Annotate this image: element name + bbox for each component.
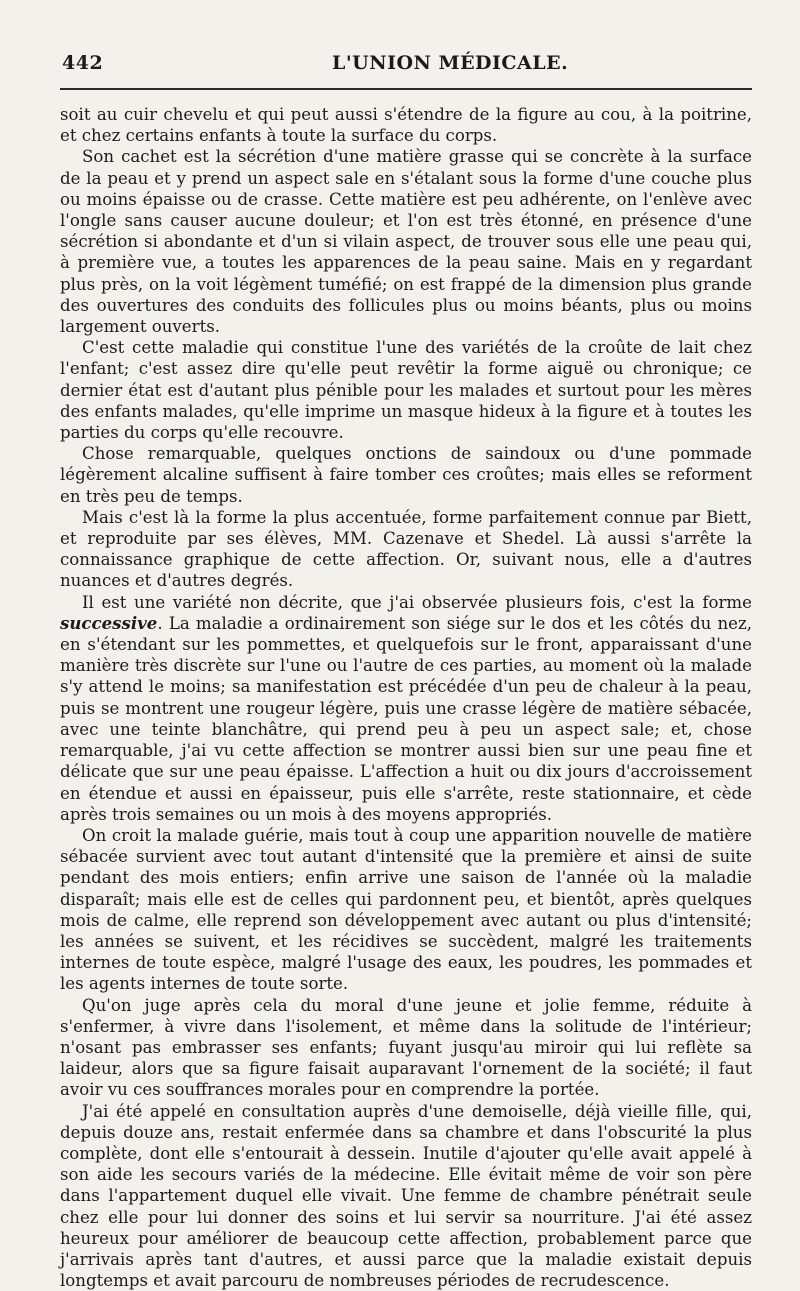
header-rule bbox=[60, 88, 752, 90]
emphasis-term: successive bbox=[60, 612, 158, 633]
article-body bbox=[60, 104, 752, 1291]
paragraph bbox=[60, 592, 752, 825]
paragraph: On croit la malade guérie, mais tout à coup une apparition nouvelle de matière sébacée survient avec tout autant d'intensité que la première et ainsi de suite pendant des mois entiers; enfin arrive une saison de l'année où la maladie disparaît; mais elle est de celles qui pardonnent peu, et bientôt, après quelques mois de calme, elle reprend son développement avec autant ou plus d'intensité; les années se suivent, et les récidives se succèdent, malgré les traitements internes de toute espèce, malgré l'usage des eaux, les poudres, les pommades et les agents internes de toute sorte. bbox=[60, 825, 752, 994]
paragraph: Chose remarquable, quelques onctions de saindoux ou d'une pommade légèrement alcaline suffisent à faire tomber ces croûtes; mais elles se reforment en très peu de temps. bbox=[60, 444, 752, 506]
paragraph: Son cachet est la sécrétion d'une matière grasse qui se concrète à la surface de la peau et y prend un aspect sale en s'étalant sous la forme d'une couche plus ou moins épaisse ou de crasse. Cette matière est peu adhérente, on l'enlève avec l'ongle sans causer aucune douleur; et l'on est très étonné, en présence d'une sécrétion si abondante et d'un si vilain aspect, de trouver sous elle une peau qui, à première vue, a toutes les apparences de la peau saine. Mais en y regardant plus près, on la voit légèment tuméfié; on est frappé de la dimension plus grande des ouvertures des conduits des follicules plus ou moins béants, plus ou moins largement ouverts. bbox=[60, 147, 752, 337]
paragraph-text: . La maladie a ordinairement son siége sur le dos et les côtés du nez, en s'étendant sur les pommettes, et quelquefois sur le front, apparaissant d'une manière très discrète sur l'une ou l'autre de ces parties, au moment où la malade s'y attend le moins; sa manifestation est précédée d'un peu de chaleur à la peau, puis se montrent une rougeur légère, puis une crasse légère de matière sébacée, avec une teinte blanchâtre, qui prend peu à peu un aspect sale; et, chose remarquable, j'ai vu cette affection se montrer aussi bien sur une peau fine et délicate que sur une peau épaisse. L'affection a huit ou dix jours d'accroissement en étendue et aussi en épaisseur, puis elle s'arrête, reste stationnaire, et cède après trois semaines ou un mois à des moyens appropriés. bbox=[60, 613, 752, 824]
running-title: L'UNION MÉDICALE. bbox=[332, 52, 569, 74]
paragraph: C'est cette maladie qui constitue l'une des variétés de la croûte de lait chez l'enfant; c'est assez dire qu'elle peut revêtir la forme aiguë ou chronique; ce dernier état est d'autant plus pénible pour les malades et surtout pour les mères des enfants malades, qu'elle imprime un masque hideux à la figure et à toutes les parties du corps qu'elle recouvre. bbox=[60, 338, 752, 443]
paragraph: soit au cuir chevelu et qui peut aussi s'étendre de la figure au cou, à la poitrine, et chez certains enfants à toute la surface du corps. bbox=[60, 105, 752, 146]
paragraph: Mais c'est là la forme la plus accentuée, forme parfaitement connue par Biett, et reproduite par ses élèves, MM. Cazenave et Shedel. Là aussi s'arrête la connaissance graphique de cette affection. Or, suivant nous, elle a d'autres nuances et d'autres degrés. bbox=[60, 507, 752, 591]
paragraph: J'ai été appelé en consultation auprès d'une demoiselle, déjà vieille fille, qui, depuis douze ans, restait enfermée dans sa chambre et dans l'obscurité la plus complète, dont elle s'entourait à dessein. Inutile d'ajouter qu'elle avait appelé à son aide les secours variés de la médecine. Elle évitait même de voir son père dans l'appartement duquel elle vivait. Une femme de chambre pénétrait seule chez elle pour lui donner des soins et lui servir sa nourriture. J'ai été assez heureux pour améliorer de beaucoup cette affection, probablement parce que j'arrivais après tant d'autres, et aussi parce que la maladie existait depuis longtemps et avait parcouru de nombreuses périodes de recrudescence. bbox=[60, 1101, 752, 1291]
page-header bbox=[62, 52, 740, 74]
paragraph: Qu'on juge après cela du moral d'une jeune et jolie femme, réduite à s'enfermer, à vivre dans l'isolement, et même dans la solitude de l'intérieur; n'osant pas embrasser ses enfants; fuyant jusqu'au miroir qui lui reflète sa laideur, alors que sa figure faisait auparavant l'ornement de la société; il faut avoir vu ces souffrances morales pour en comprendre la portée. bbox=[60, 995, 752, 1100]
paragraph-text: Il est une variété non décrite, que j'ai observée plusieurs fois, c'est la forme bbox=[82, 592, 752, 612]
page-number: 442 bbox=[62, 52, 104, 74]
